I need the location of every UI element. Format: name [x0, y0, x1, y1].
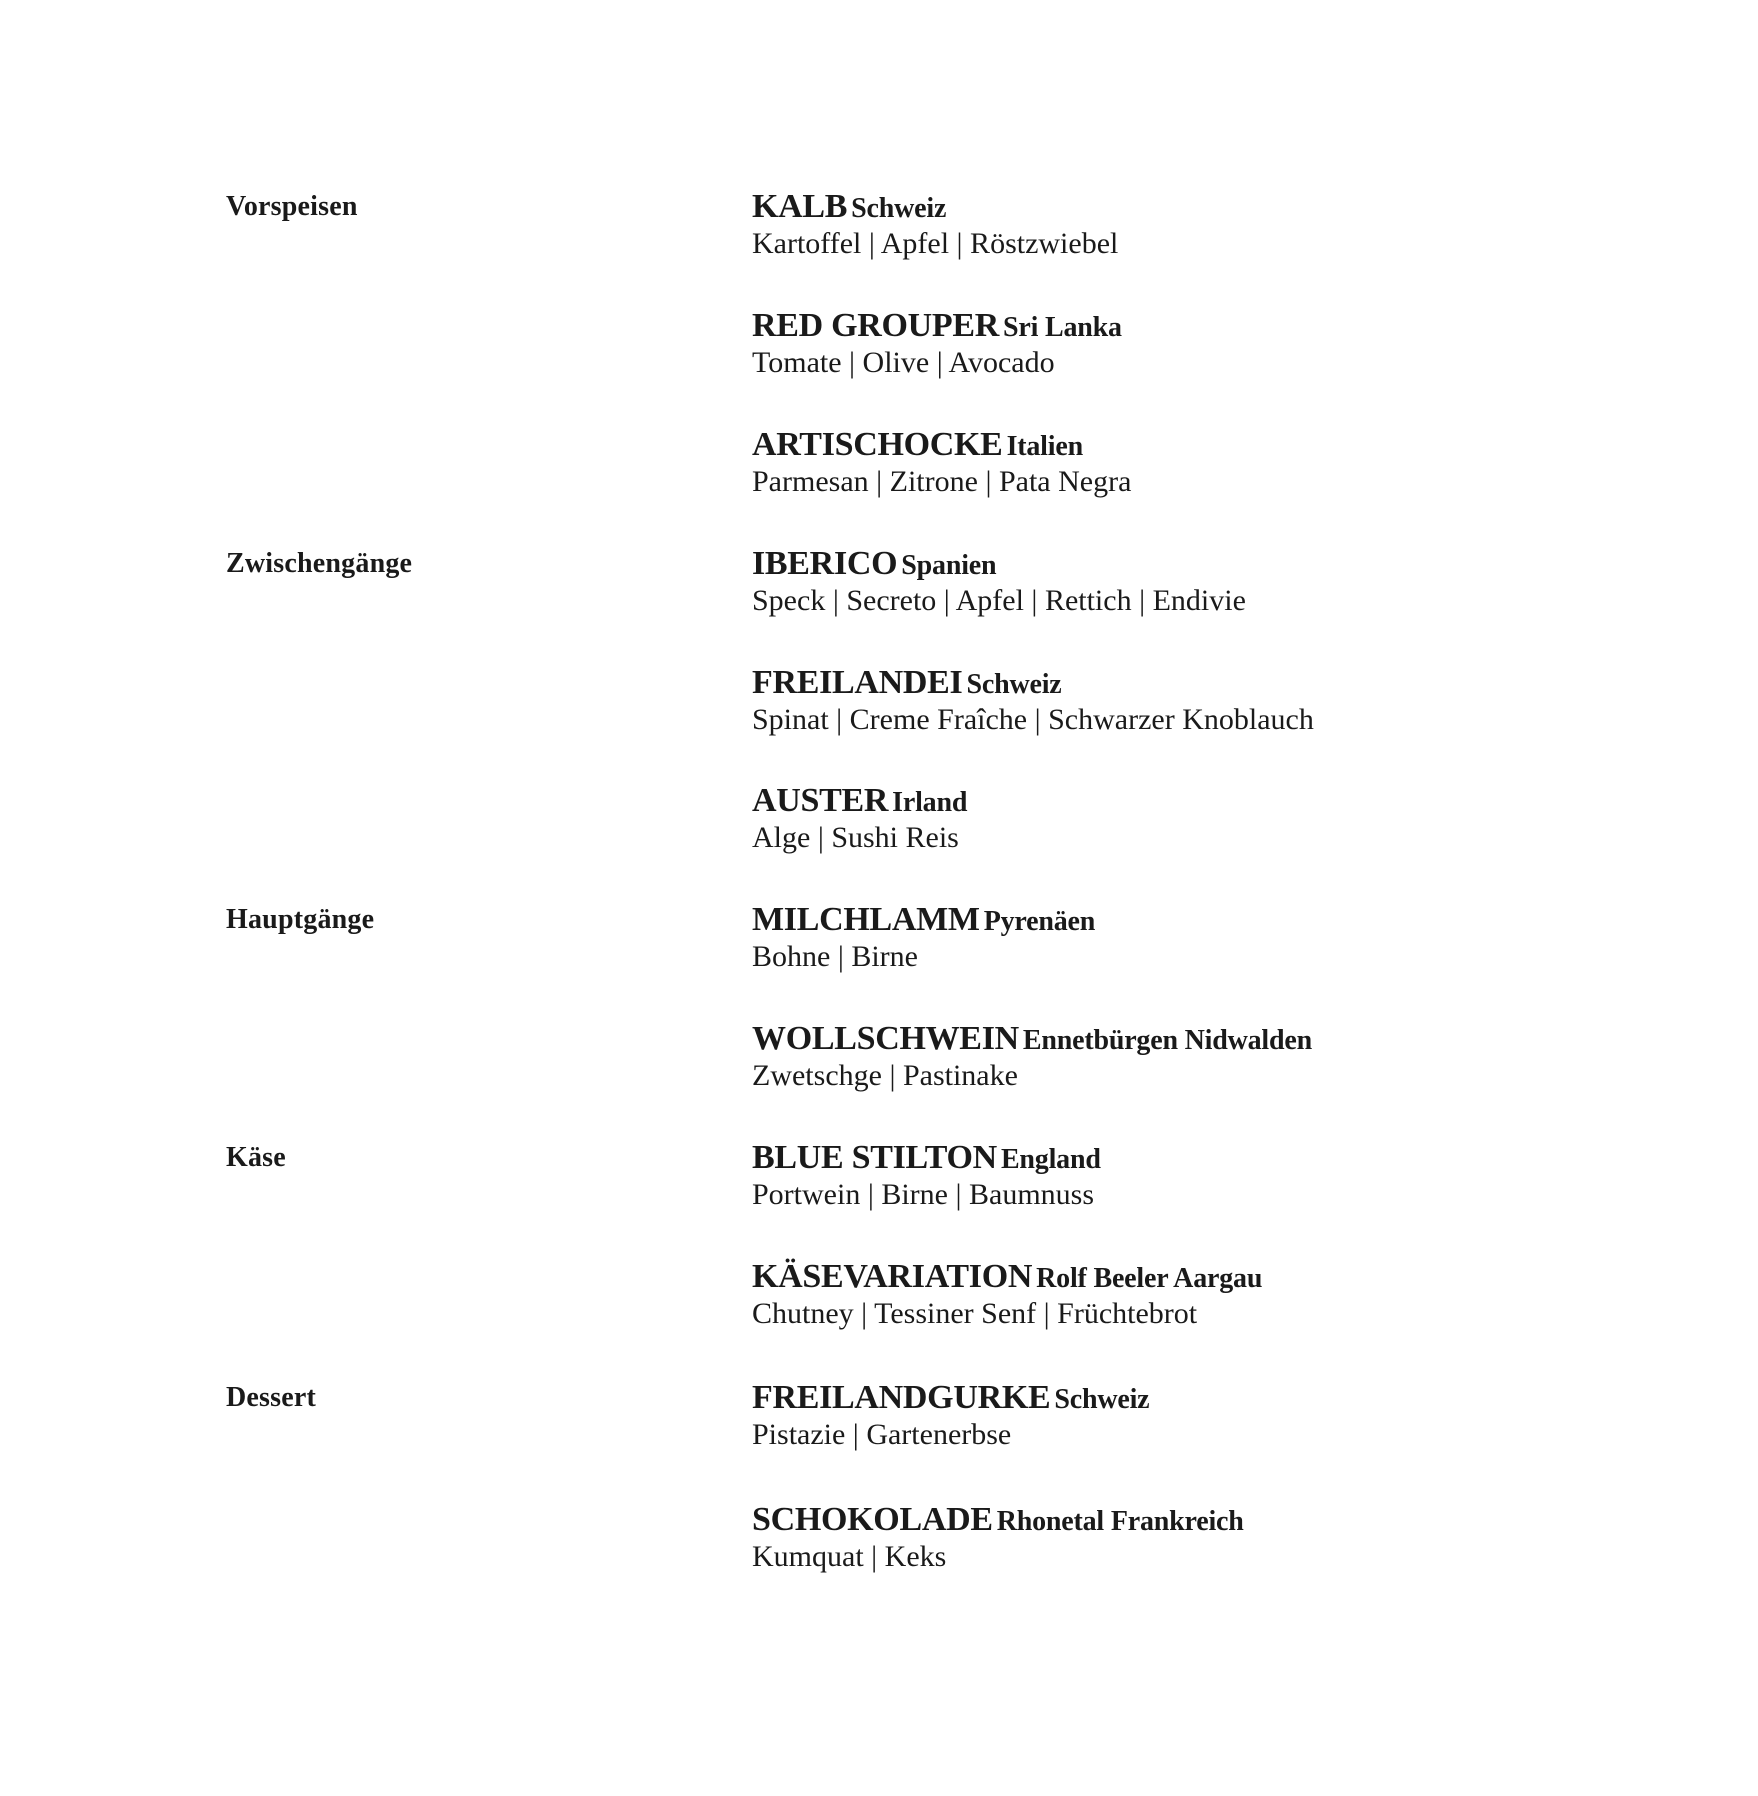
dish-origin: Ennetbürgen Nidwalden [1022, 1025, 1312, 1056]
dish-origin: Sri Lanka [1003, 312, 1122, 343]
dish-ingredients: Spinat | Creme Fraîche | Schwarzer Knoblauch [752, 703, 1314, 736]
dish-origin: Italien [1006, 431, 1083, 462]
dish-ingredients: Chutney | Tessiner Senf | Früchtebrot [752, 1297, 1198, 1330]
dish-origin: Rhonetal Frankreich [996, 1506, 1244, 1537]
dish-origin: Schweiz [966, 669, 1062, 700]
dish-name: ARTISCHOCKE [752, 426, 1003, 463]
dish-origin: Irland [892, 787, 968, 818]
section-label-vorspeisen: Vorspeisen [226, 191, 358, 222]
dish-item [752, 784, 1652, 853]
dish-name: KÄSEVARIATION [752, 1258, 1033, 1295]
dish-item [752, 309, 1652, 378]
dish-ingredients: Tomate | Olive | Avocado [752, 346, 1055, 379]
dish-name: SCHOKOLADE [752, 1501, 993, 1538]
dish-ingredients: Parmesan | Zitrone | Pata Negra [752, 465, 1132, 498]
dish-name: RED GROUPER [752, 307, 999, 344]
dish-title [752, 1381, 1652, 1415]
dish-item [752, 190, 1652, 259]
section-label-hauptgaenge: Hauptgänge [226, 904, 375, 935]
dish-ingredients: Zwetschge | Pastinake [752, 1059, 1018, 1092]
dish-ingredients: Bohne | Birne [752, 940, 918, 973]
dish-ingredients: Alge | Sushi Reis [752, 821, 959, 854]
dish-title [752, 309, 1652, 343]
dish-origin: Schweiz [851, 193, 947, 224]
dish-item [752, 1260, 1652, 1329]
dish-title [752, 190, 1652, 224]
dish-ingredients: Speck | Secreto | Apfel | Rettich | Endivie [752, 584, 1246, 617]
dish-ingredients: Portwein | Birne | Baumnuss [752, 1178, 1094, 1211]
dish-title [752, 428, 1652, 462]
dish-item [752, 1381, 1652, 1450]
dish-title [752, 1022, 1652, 1056]
dish-origin: England [1000, 1144, 1101, 1175]
dish-item [752, 1503, 1652, 1572]
dish-ingredients: Kartoffel | Apfel | Röstzwiebel [752, 227, 1119, 260]
dish-origin: Schweiz [1054, 1384, 1150, 1415]
dish-title [752, 1260, 1652, 1294]
dish-item [752, 547, 1652, 616]
dish-item [752, 903, 1652, 972]
section-label-kaese: Käse [226, 1142, 286, 1173]
dish-title [752, 1503, 1652, 1537]
dish-title [752, 1141, 1652, 1175]
dish-name: WOLLSCHWEIN [752, 1020, 1019, 1057]
dish-ingredients: Pistazie | Gartenerbse [752, 1418, 1012, 1451]
dish-origin: Rolf Beeler Aargau [1036, 1263, 1263, 1294]
dish-origin: Spanien [901, 550, 997, 581]
dish-ingredients: Kumquat | Keks [752, 1540, 947, 1573]
dish-title [752, 903, 1652, 937]
dish-name: BLUE STILTON [752, 1139, 997, 1176]
dish-name: AUSTER [752, 782, 889, 819]
dish-origin: Pyrenäen [983, 906, 1096, 937]
dish-item [752, 666, 1652, 735]
dish-name: MILCHLAMM [752, 901, 980, 938]
dish-name: KALB [752, 188, 848, 225]
section-label-zwischengaenge: Zwischengänge [226, 548, 413, 579]
dish-name: FREILANDGURKE [752, 1379, 1051, 1416]
dish-item [752, 428, 1652, 497]
dish-name: IBERICO [752, 545, 898, 582]
dish-item [752, 1022, 1652, 1091]
section-label-dessert: Dessert [226, 1382, 317, 1413]
dish-title [752, 784, 1652, 818]
dish-title [752, 547, 1652, 581]
dish-item [752, 1141, 1652, 1210]
dish-title [752, 666, 1652, 700]
dish-name: FREILANDEI [752, 664, 963, 701]
